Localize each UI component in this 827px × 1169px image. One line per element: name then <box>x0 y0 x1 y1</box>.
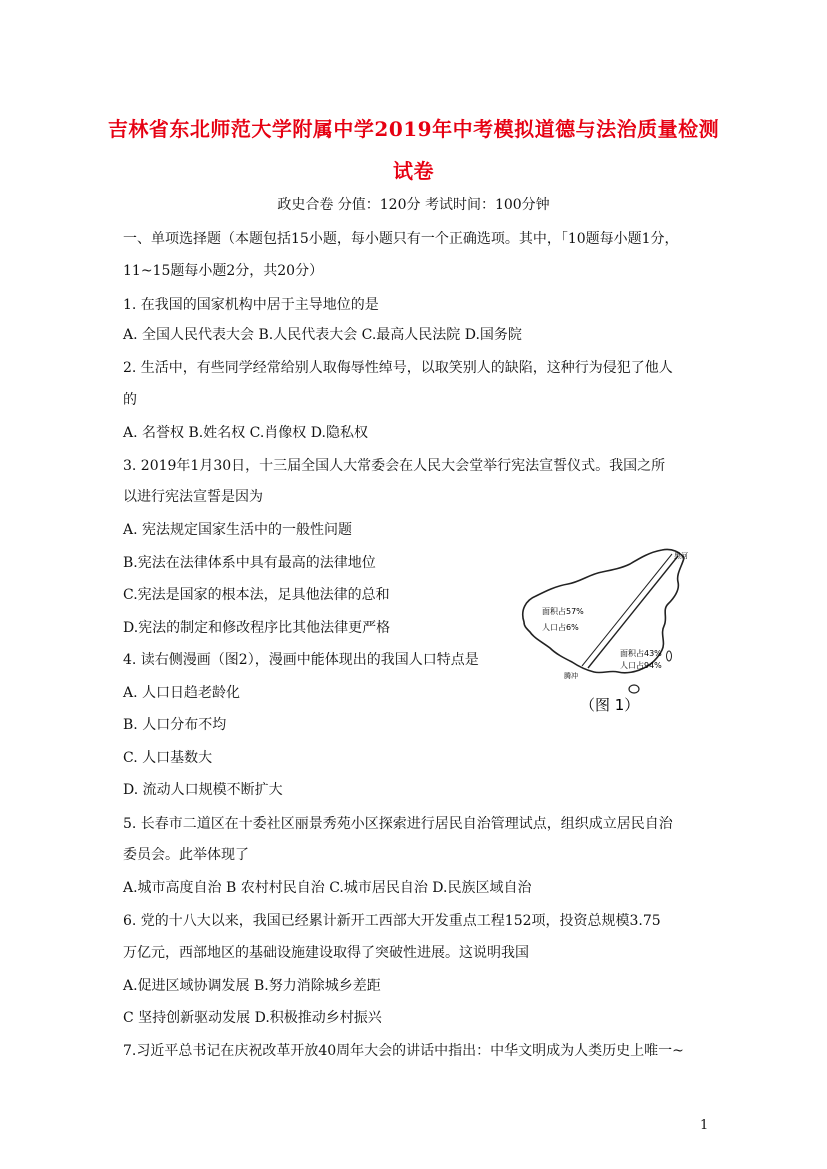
question-2-stem-cont: 的 <box>123 392 137 408</box>
question-6-options-cd: C 坚持创新驱动发展 D.积极推动乡村振兴 <box>123 1010 382 1026</box>
question-4-option-d: D. 流动人口规模不断扩大 <box>123 782 283 798</box>
exam-info: 政史合卷 分值：120分 考试时间：100分钟 <box>277 197 550 213</box>
west-area-label: 面积占57% <box>542 607 584 616</box>
question-4-stem: 4. 读右侧漫画（图2），漫画中能体现出的我国人口特点是 <box>123 652 479 668</box>
question-5-options: A.城市高度自治 B 农村村民自治 C.城市居民自治 D.民族区域自治 <box>123 880 532 896</box>
west-population-label: 人口占6% <box>542 623 579 632</box>
question-3-option-b: B.宪法在法律体系中具有最高的法律地位 <box>123 555 376 571</box>
question-2-options: A. 名誉权 B.姓名权 C.肖像权 D.隐私权 <box>123 425 368 441</box>
question-6-options-ab: A.促进区域协调发展 B.努力消除城乡差距 <box>123 978 381 994</box>
question-3-option-c: C.宪法是国家的根本法，足具他法律的总和 <box>123 587 390 603</box>
section-heading-cont: 11~15题每小题2分，共20分） <box>123 263 324 279</box>
question-4-option-c: C. 人口基数大 <box>123 750 213 766</box>
east-area-label: 面积占43% <box>620 649 662 658</box>
china-map-outline-icon <box>512 544 698 716</box>
question-4-option-a: A. 人口日趋老龄化 <box>123 685 241 701</box>
question-6-stem: 6. 党的十八大以来，我国已经累计新开工西部大开发重点工程152项，投资总规模3.75 <box>123 913 661 929</box>
page-number: 1 <box>700 1118 709 1133</box>
heihe-label: 黑河 <box>674 552 688 560</box>
question-1-options: A. 全国人民代表大会 B.人民代表大会 C.最高人民法院 D.国务院 <box>123 327 522 343</box>
document-title-line1: 吉林省东北师范大学附属中学2019年中考模拟道德与法治质量检测 <box>107 117 720 141</box>
question-3-stem-cont: 以进行宪法宣誓是因为 <box>123 489 263 505</box>
question-1-stem: 1. 在我国的国家机构中居于主导地位的是 <box>123 297 379 313</box>
question-4-option-b: B. 人口分布不均 <box>123 717 227 733</box>
question-7-stem: 7.习近平总书记在庆祝改革开放40周年大会的讲话中指出：中华文明成为人类历史上唯一~ <box>123 1043 684 1059</box>
china-population-map-figure <box>512 544 698 716</box>
question-2-stem: 2. 生活中，有些同学经常给别人取侮辱性绰号，以取笑别人的缺陷，这种行为侵犯了他人 <box>123 360 673 376</box>
tengchong-label: 腾冲 <box>564 672 578 680</box>
section-heading: 一、单项选择题（本题包括15小题，每小题只有一个正确选项。其中，「10题每小题1分， <box>123 231 679 247</box>
question-3-stem: 3. 2019年1月30日，十三届全国人大常委会在人民大会堂举行宪法宣誓仪式。我国之所 <box>123 458 666 474</box>
east-population-label: 人口占94% <box>620 661 662 670</box>
question-3-option-d: D.宪法的制定和修改程序比其他法律更严格 <box>123 620 391 636</box>
document-title-line2: 试卷 <box>393 159 434 183</box>
question-6-stem-cont: 万亿元，西部地区的基础设施建设取得了突破性进展。这说明我国 <box>123 945 529 961</box>
question-5-stem-cont: 委员会。此举体现了 <box>123 847 249 863</box>
question-3-option-a: A. 宪法规定国家生活中的一般性问题 <box>123 522 353 538</box>
figure-caption: （图 1） <box>580 696 640 714</box>
question-5-stem: 5. 长春市二道区在十委社区丽景秀苑小区探索进行居民自治管理试点，组织成立居民自治 <box>123 816 673 832</box>
